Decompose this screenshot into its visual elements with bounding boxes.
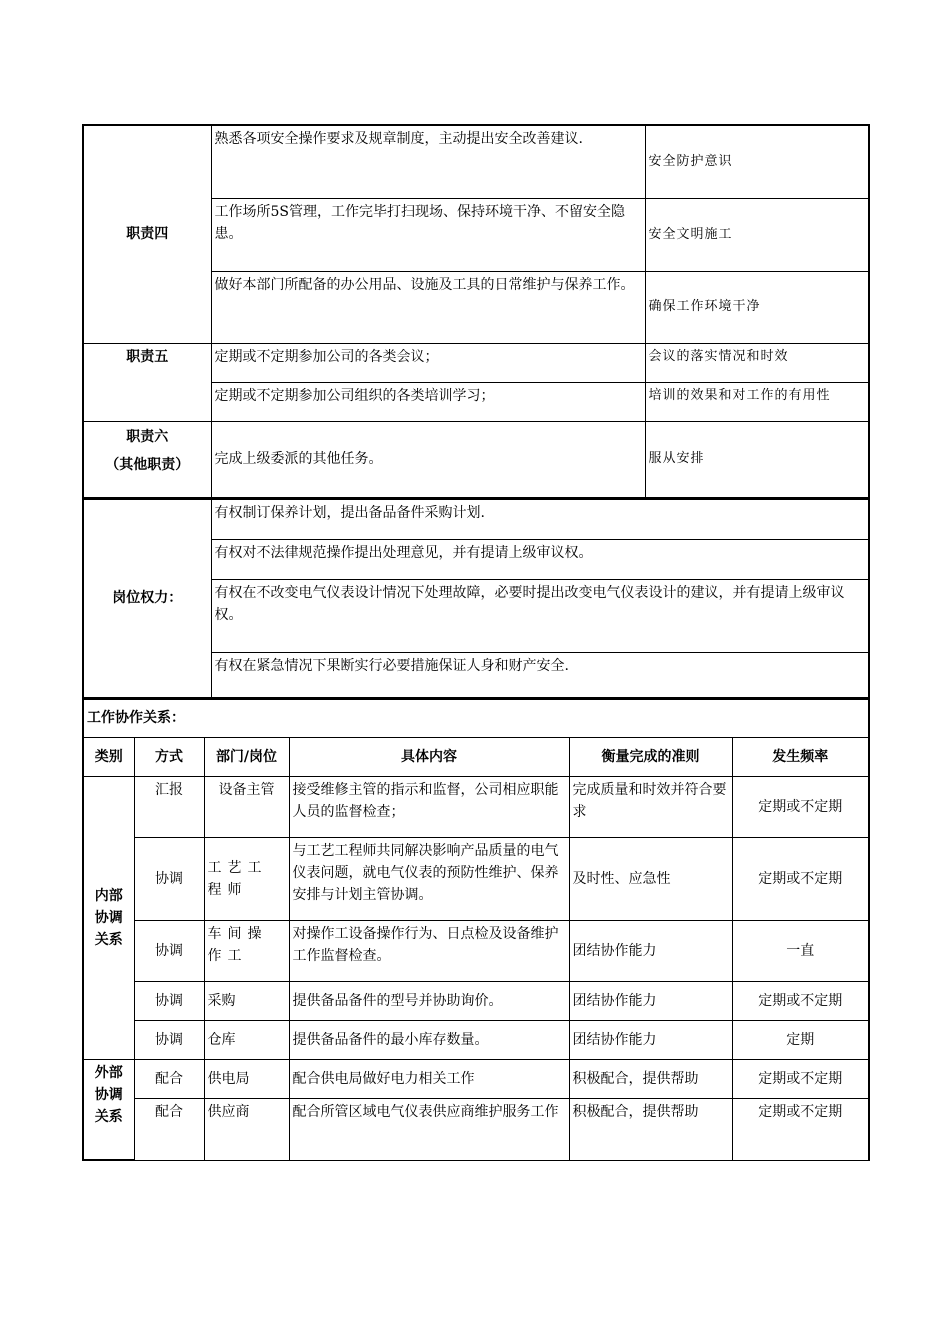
row-mode: 协调 <box>134 920 204 981</box>
row-dept: 采购 <box>204 981 289 1020</box>
row-content: 接受维修主管的指示和监督，公司相应职能人员的监督检查； <box>289 776 569 837</box>
row-standard: 积极配合，提供帮助 <box>569 1098 732 1160</box>
duties-table <box>82 124 870 499</box>
row-content: 对操作工设备操作行为、日点检及设备维护工作监督检查。 <box>289 920 569 981</box>
row-mode: 汇报 <box>134 776 204 837</box>
row-content: 提供备品备件的型号并协助询价。 <box>289 981 569 1020</box>
duty-5-label: 职责五 <box>83 343 211 421</box>
row-mode: 协调 <box>134 981 204 1020</box>
header-frequency: 发生频率 <box>732 737 869 776</box>
row-mode: 配合 <box>134 1098 204 1160</box>
row-dept: 设备主管 <box>204 776 289 837</box>
duty-5-standard-2: 培训的效果和对工作的有用性 <box>645 382 869 421</box>
row-dept: 仓库 <box>204 1020 289 1059</box>
table-row <box>83 981 869 1020</box>
authority-item-4: 有权在紧急情况下果断实行必要措施保证人身和财产安全. <box>211 653 869 698</box>
row-standard: 团结协作能力 <box>569 981 732 1020</box>
duty-6-standard: 服从安排 <box>645 421 869 498</box>
row-mode: 协调 <box>134 1020 204 1059</box>
row-content: 与工艺工程师共同解决影响产品质量的电气仪表问题，就电气仪表的预防性维护、保养安排与计划主管协调。 <box>289 837 569 920</box>
duty-6-label-cell <box>83 421 211 498</box>
header-standard: 衡量完成的准则 <box>569 737 732 776</box>
header-dept: 部门/岗位 <box>204 737 289 776</box>
authority-table <box>82 499 870 699</box>
row-frequency: 定期 <box>732 1020 869 1059</box>
duty-6-content: 完成上级委派的其他任务。 <box>211 421 645 498</box>
duty-4-content-3: 做好本部门所配备的办公用品、设施及工具的日常维护与保养工作。 <box>211 271 645 343</box>
header-content: 具体内容 <box>289 737 569 776</box>
duty-4-standard-1: 安全防护意识 <box>645 125 869 198</box>
row-standard: 积极配合，提供帮助 <box>569 1059 732 1098</box>
internal-category-label: 内部协调关系 <box>83 776 134 1059</box>
row-content: 配合供电局做好电力相关工作 <box>289 1059 569 1098</box>
duty-4-content-2: 工作场所5S管理，工作完毕打扫现场、保持环境干净、不留安全隐患。 <box>211 198 645 271</box>
duty-5-content-1: 定期或不定期参加公司的各类会议； <box>211 343 645 382</box>
duty-4-content-1: 熟悉各项安全操作要求及规章制度，主动提出安全改善建议. <box>211 125 645 198</box>
table-row <box>83 1059 869 1098</box>
cooperation-title: 工作协作关系： <box>83 699 869 737</box>
authority-item-1: 有权制订保养计划，提出备品备件采购计划. <box>211 500 869 540</box>
row-dept: 供应商 <box>204 1098 289 1160</box>
row-content: 配合所管区域电气仪表供应商维护服务工作 <box>289 1098 569 1160</box>
job-description-sheet <box>82 124 868 1161</box>
duty-5-standard-1: 会议的落实情况和时效 <box>645 343 869 382</box>
row-standard: 及时性、应急性 <box>569 837 732 920</box>
duty-4-standard-3: 确保工作环境干净 <box>645 271 869 343</box>
authority-label: 岗位权力： <box>83 500 211 698</box>
external-category-label: 外部协调关系 <box>83 1059 134 1160</box>
table-row <box>83 1020 869 1059</box>
row-dept: 车间操作工 <box>204 920 289 981</box>
duty-6-sublabel: （其他职责） <box>105 456 190 473</box>
duty-5-content-2: 定期或不定期参加公司组织的各类培训学习； <box>211 382 645 421</box>
row-frequency: 定期或不定期 <box>732 1098 869 1160</box>
row-frequency: 定期或不定期 <box>732 837 869 920</box>
authority-item-3: 有权在不改变电气仪表设计情况下处理故障，必要时提出改变电气仪表设计的建议，并有提请上级审议权。 <box>211 580 869 653</box>
authority-item-2: 有权对不法律规范操作提出处理意见，并有提请上级审议权。 <box>211 540 869 580</box>
row-frequency: 一直 <box>732 920 869 981</box>
row-frequency: 定期或不定期 <box>732 981 869 1020</box>
row-dept: 供电局 <box>204 1059 289 1098</box>
row-frequency: 定期或不定期 <box>732 776 869 837</box>
table-row <box>83 776 869 837</box>
duty-4-label: 职责四 <box>83 125 211 343</box>
header-mode: 方式 <box>134 737 204 776</box>
cooperation-table <box>82 699 870 1162</box>
table-row <box>83 837 869 920</box>
row-standard: 团结协作能力 <box>569 1020 732 1059</box>
row-mode: 协调 <box>134 837 204 920</box>
row-standard: 完成质量和时效并符合要求 <box>569 776 732 837</box>
row-content: 提供备品备件的最小库存数量。 <box>289 1020 569 1059</box>
table-row <box>83 920 869 981</box>
row-dept: 工艺工程师 <box>204 837 289 920</box>
header-category: 类别 <box>83 737 134 776</box>
table-row <box>83 1098 869 1160</box>
row-frequency: 定期或不定期 <box>732 1059 869 1098</box>
row-mode: 配合 <box>134 1059 204 1098</box>
duty-6-label: 职责六 <box>126 428 169 445</box>
row-standard: 团结协作能力 <box>569 920 732 981</box>
duty-4-standard-2: 安全文明施工 <box>645 198 869 271</box>
